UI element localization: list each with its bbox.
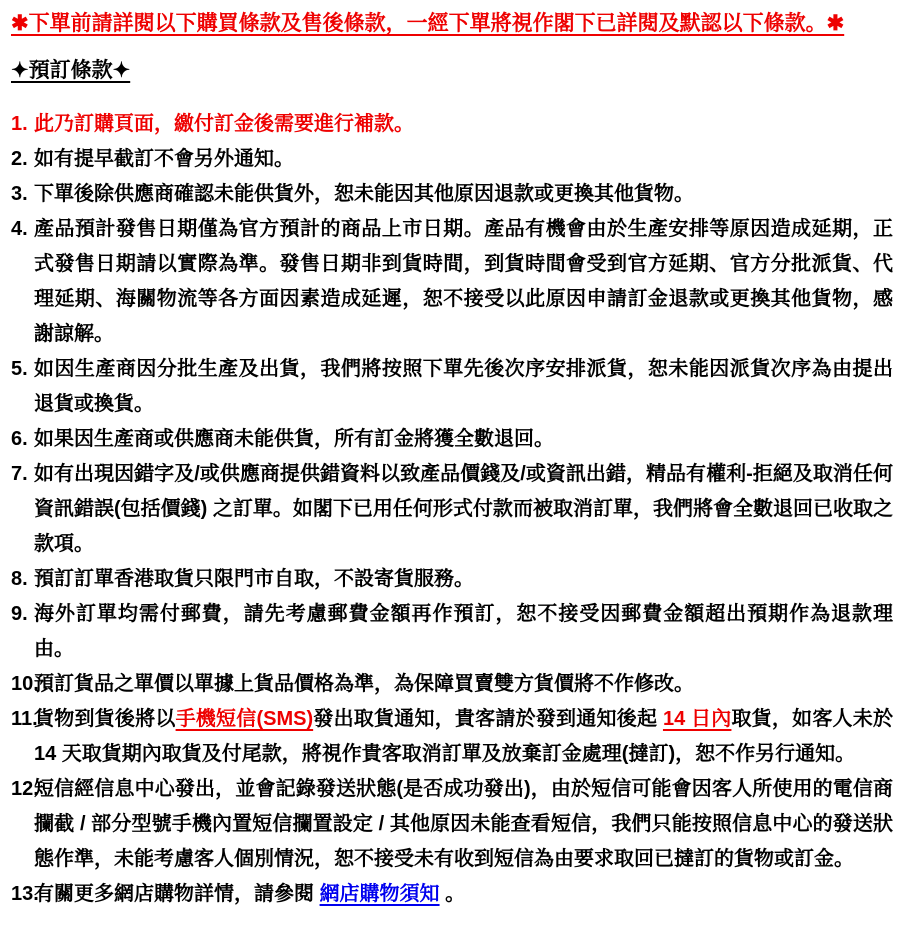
term-number: 5.: [11, 358, 28, 380]
terms-list: [0, 107, 903, 912]
term-number: 12.: [11, 778, 39, 800]
term-item-4: [0, 212, 893, 352]
term-text: 有關更多網店購物詳情，請參閱: [34, 883, 320, 905]
term-number: 11.: [11, 708, 38, 730]
preorder-terms-section-title: ✦預訂條款✦: [11, 59, 131, 82]
term-text: 如有提早截訂不會另外通知。: [34, 148, 294, 170]
term-text: 如果因生產商或供應商未能供貨，所有訂金將獲全數退回。: [34, 428, 554, 450]
store-shopping-guide-link[interactable]: 網店購物須知: [319, 883, 440, 905]
term-text: 如有出現因錯字及/或供應商提供錯資料以致產品價錢及/或資訊出錯，精品有權利-拒絕及取消任何資訊錯誤(包括價錢) 之訂單。如閣下已用任何形式付款而被取消訂單，我們將會全數退回已收取之款項。: [34, 463, 893, 555]
term-item-10: [0, 667, 893, 702]
term-number: 6.: [11, 428, 28, 450]
term-text: 貨物到貨後將以: [34, 708, 176, 730]
term-item-11: [0, 702, 893, 772]
term-number: 4.: [11, 218, 28, 240]
term-number: 7.: [11, 463, 28, 485]
term-item-6: [0, 422, 893, 457]
term-item-1: [0, 107, 893, 142]
sms-notice-highlight: 手機短信(SMS): [175, 708, 314, 730]
term-text: 此乃訂購頁面，繳付訂金後需要進行補款。: [34, 113, 414, 135]
term-text: 。: [439, 883, 466, 905]
term-item-3: [0, 177, 893, 212]
term-number: 3.: [11, 183, 28, 205]
pickup-deadline-highlight: 14 日內: [662, 708, 732, 730]
term-number: 8.: [11, 568, 28, 590]
term-item-2: [0, 142, 893, 177]
term-number: 1.: [11, 113, 28, 135]
term-number: 2.: [11, 148, 28, 170]
term-item-13: [0, 877, 893, 912]
term-item-8: [0, 562, 893, 597]
term-item-7: [0, 457, 893, 562]
purchase-notice-heading: ✱下單前請詳閱以下購買條款及售後條款，一經下單將視作閣下已詳閱及默認以下條款。✱: [11, 12, 845, 35]
term-number: 9.: [11, 603, 28, 625]
term-text: 下單後除供應商確認未能供貨外，恕未能因其他原因退款或更換其他貨物。: [34, 183, 694, 205]
term-item-12: [0, 772, 893, 877]
term-number: 10.: [11, 673, 39, 695]
term-text: 預訂貨品之單價以單據上貨品價格為準，為保障買賣雙方貨價將不作修改。: [34, 673, 694, 695]
term-text: 海外訂單均需付郵費，請先考慮郵費金額再作預訂，恕不接受因郵費金額超出預期作為退款理由。: [34, 603, 893, 660]
term-text: 預訂訂單香港取貨只限門市自取，不設寄貨服務。: [34, 568, 474, 590]
term-text: 產品預計發售日期僅為官方預計的商品上市日期。產品有機會由於生產安排等原因造成延期，正式發售日期請以實際為準。發售日期非到貨時間，到貨時間會受到官方延期、官方分批派貨、代理延期、海關物流等各方面因素造成延遲，恕不接受以此原因申請訂金退款或更換其他貨物，感謝諒解。: [34, 218, 893, 345]
term-text: 如因生產商因分批生產及出貨，我們將按照下單先後次序安排派貨，恕未能因派貨次序為由提出退貨或換貨。: [34, 358, 893, 415]
term-item-5: [0, 352, 893, 422]
term-item-9: [0, 597, 893, 667]
term-text: 短信經信息中心發出，並會記錄發送狀態(是否成功發出)，由於短信可能會因客人所使用的電信商攔截 / 部分型號手機內置短信攔置設定 / 其他原因未能查看短信，我們只能按照信息中心的發送狀態作準，未能考慮客人個別情況，恕不接受未有收到短信為由要求取回已撻訂的貨物或訂金。: [34, 778, 893, 870]
term-text: 取貨，如客人未於 14 天取貨期內取貨及付尾款，將視作貴客取消訂單及放棄訂金處理(撻訂)，恕不作另行通知。: [34, 708, 894, 765]
term-number: 13.: [11, 883, 39, 905]
term-text: 發出取貨通知，貴客請於發到通知後起: [313, 708, 663, 730]
